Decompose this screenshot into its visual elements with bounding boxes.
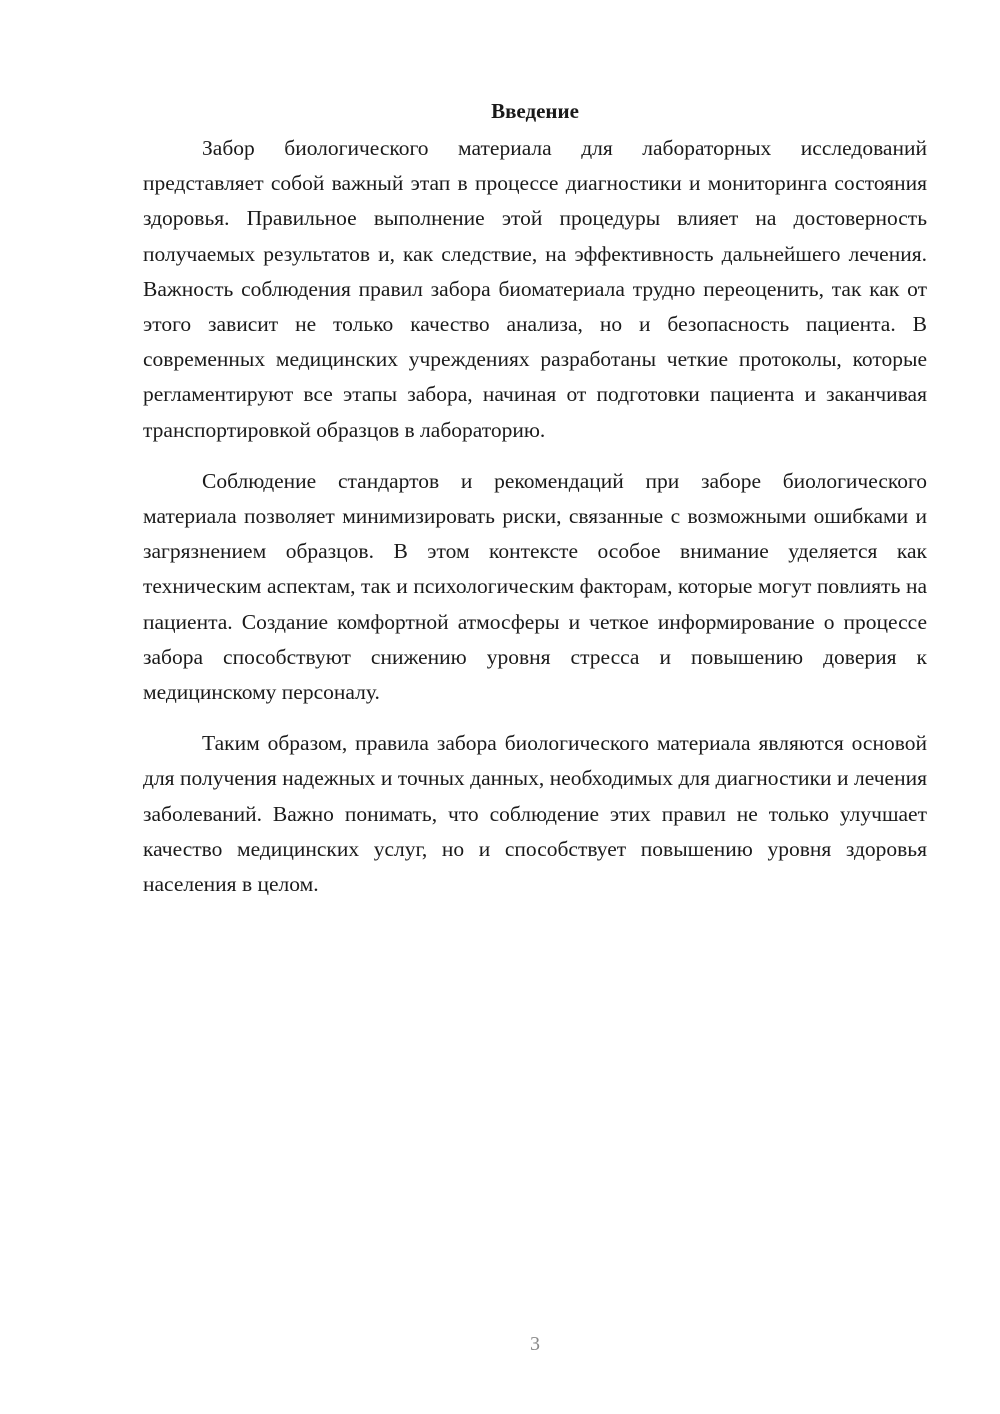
paragraph-1: Забор биологического материала для лабораторных исследований представляет собой важный этап в процессе диагностики и мониторинга состояния здоровья. Правильное выполнение этой процедуры влияет на достоверность получаемых результатов и, как следствие, на эффективность дальнейшего лечения. Важность соблюдения правил забора биоматериала трудно переоценить, так как от этого зависит не только качество анализа, но и безопасность пациента. В современных медицинских учреждениях разработаны четкие протоколы, которые регламентируют все этапы забора, начиная от подготовки пациента и заканчивая транспортировкой образцов в лабораторию. [143,136,927,442]
page-number: 3 [530,1333,540,1355]
page-content [143,94,927,918]
section-title: Введение [491,99,579,123]
paragraph-3: Таким образом, правила забора биологического материала являются основой для получения надежных и точных данных, необходимых для диагностики и лечения заболеваний. Важно понимать, что соблюдение этих правил не только улучшает качество медицинских услуг, но и способствует повышению уровня здоровья населения в целом. [143,731,927,897]
paragraph-2: Соблюдение стандартов и рекомендаций при заборе биологического материала позволяет минимизировать риски, связанные с возможными ошибками и загрязнением образцов. В этом контексте особое внимание уделяется как техническим аспектам, так и психологическим факторам, которые могут повлиять на пациента. Создание комфортной атмосферы и четкое информирование о процессе забора способствуют снижению уровня стресса и повышению доверия к медицинскому персоналу. [143,468,927,705]
